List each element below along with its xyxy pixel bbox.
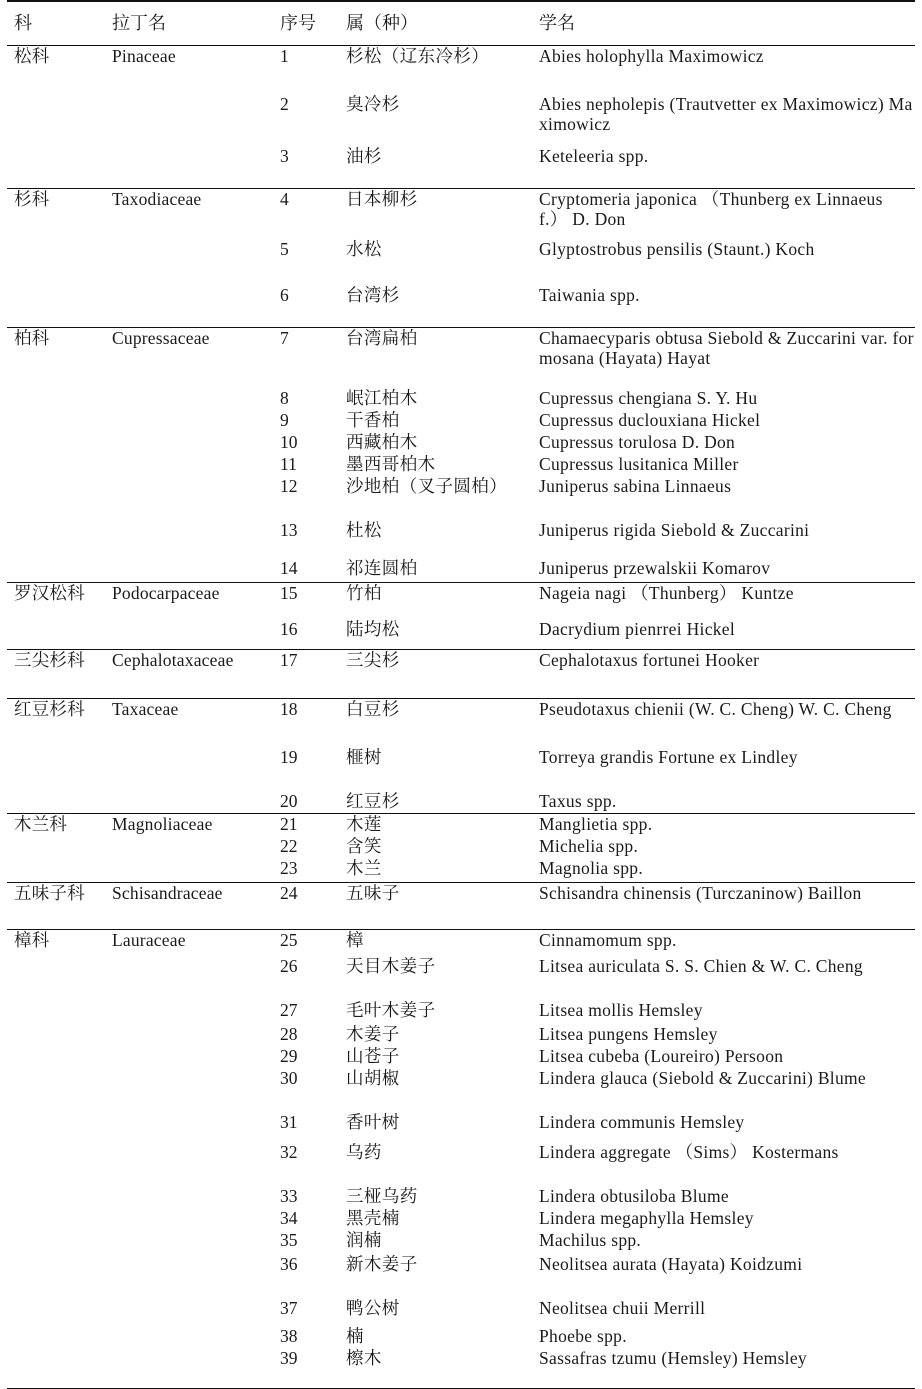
cell-scientific-name	[523, 558, 915, 583]
cell-family-latin	[106, 327, 274, 582]
cell-scientific-name-text: Phoebe spp.	[539, 1325, 627, 1346]
cell-number	[274, 1046, 343, 1068]
cell-number-text: 27	[280, 999, 298, 1020]
cell-genus-cn	[343, 1024, 523, 1046]
cell-number	[274, 146, 343, 189]
cell-genus-cn-text: 香叶树	[346, 1111, 400, 1132]
cell-genus-cn-text: 檫木	[346, 1347, 382, 1368]
cell-scientific-name-text: Schisandra chinensis (Turczaninow) Baillon	[539, 882, 862, 903]
cell-genus-cn	[343, 698, 523, 747]
cell-number-text: 17	[280, 649, 298, 670]
species-table	[7, 0, 915, 1388]
cell-scientific-name	[523, 188, 915, 239]
cell-scientific-name	[523, 1024, 915, 1046]
cell-number	[274, 1254, 343, 1298]
cell-scientific-name-text: Magnolia spp.	[539, 857, 644, 878]
cell-family-latin-text: Taxodiaceae	[112, 188, 202, 209]
cell-family-cn	[7, 582, 106, 649]
cell-genus-cn	[343, 1230, 523, 1254]
cell-genus-cn	[343, 1186, 523, 1208]
table-row	[7, 649, 915, 698]
cell-number	[274, 520, 343, 558]
cell-scientific-name-text: Litsea pungens Hemsley	[539, 1023, 718, 1044]
cell-genus-cn	[343, 285, 523, 328]
cell-family-latin-text: Taxaceae	[112, 698, 179, 719]
table-row	[7, 45, 915, 94]
cell-genus-cn	[343, 813, 523, 836]
cell-number-text: 31	[280, 1111, 298, 1132]
cell-genus-cn-text: 山胡椒	[346, 1067, 400, 1088]
cell-scientific-name	[523, 1142, 915, 1186]
table-row	[7, 813, 915, 836]
cell-scientific-name	[523, 1348, 915, 1388]
cell-scientific-name	[523, 1254, 915, 1298]
cell-scientific-name-text: Taiwania spp.	[539, 284, 640, 305]
cell-genus-cn-text: 乌药	[346, 1141, 382, 1162]
table-header	[7, 1, 915, 45]
cell-genus-cn	[343, 432, 523, 454]
cell-family-cn	[7, 813, 106, 882]
cell-family-cn-text: 杉科	[14, 188, 50, 209]
cell-number	[274, 698, 343, 747]
table-header-row	[7, 1, 915, 45]
cell-scientific-name-text: Dacrydium pienrrei Hickel	[539, 618, 736, 639]
cell-scientific-name-text: Glyptostrobus pensilis (Staunt.) Koch	[539, 238, 815, 259]
cell-genus-cn-text: 新木姜子	[346, 1253, 418, 1274]
cell-genus-cn-text: 墨西哥柏木	[346, 453, 436, 474]
cell-number-text: 34	[280, 1207, 298, 1228]
cell-number	[274, 410, 343, 432]
cell-scientific-name-text: Cupressus lusitanica Miller	[539, 453, 739, 474]
cell-genus-cn	[343, 1046, 523, 1068]
cell-scientific-name-text: Lindera glauca (Siebold & Zuccarini) Blume	[539, 1067, 867, 1088]
cell-scientific-name-text: Juniperus rigida Siebold & Zuccarini	[539, 519, 810, 540]
cell-genus-cn	[343, 558, 523, 583]
cell-genus-cn	[343, 882, 523, 929]
cell-scientific-name	[523, 432, 915, 454]
cell-scientific-name	[523, 94, 915, 146]
cell-genus-cn-text: 祁连圆柏	[346, 557, 418, 578]
cell-number	[274, 558, 343, 583]
cell-number-text: 14	[280, 557, 298, 578]
cell-scientific-name	[523, 327, 915, 388]
table-row	[7, 882, 915, 929]
cell-number-text: 32	[280, 1141, 298, 1162]
cell-number-text: 16	[280, 618, 298, 639]
cell-family-cn-text: 五味子科	[14, 882, 85, 903]
cell-scientific-name	[523, 698, 915, 747]
cell-genus-cn	[343, 476, 523, 520]
cell-scientific-name-text: Lindera aggregate （Sims） Kostermans	[539, 1141, 839, 1162]
cell-scientific-name	[523, 1046, 915, 1068]
cell-family-latin-text: Podocarpaceae	[112, 582, 220, 603]
cell-number-text: 39	[280, 1347, 298, 1368]
cell-number-text: 7	[280, 327, 289, 348]
cell-scientific-name	[523, 929, 915, 956]
cell-scientific-name-text: Cupressus torulosa D. Don	[539, 431, 736, 452]
cell-scientific-name	[523, 1000, 915, 1024]
cell-genus-cn-text: 竹柏	[346, 582, 382, 603]
cell-scientific-name	[523, 45, 915, 94]
cell-genus-cn-text: 台湾杉	[346, 284, 400, 305]
cell-scientific-name-text: Litsea auriculata S. S. Chien & W. C. Cheng	[539, 955, 863, 976]
column-header-latin-name: 拉丁名	[106, 1, 274, 45]
cell-genus-cn-text: 樟	[346, 929, 364, 950]
cell-genus-cn-text: 油杉	[346, 145, 382, 166]
cell-family-latin-text: Cephalotaxaceae	[112, 649, 234, 670]
cell-genus-cn	[343, 619, 523, 650]
cell-scientific-name-text: Litsea cubeba (Loureiro) Persoon	[539, 1045, 784, 1066]
cell-genus-cn-text: 山苍子	[346, 1045, 400, 1066]
cell-number	[274, 1024, 343, 1046]
cell-number	[274, 239, 343, 285]
cell-genus-cn-text: 臭冷杉	[346, 93, 400, 114]
cell-number-text: 15	[280, 582, 298, 603]
cell-family-cn-text: 红豆杉科	[14, 698, 85, 719]
cell-genus-cn-text: 水松	[346, 238, 382, 259]
cell-scientific-name-text: Pseudotaxus chienii (W. C. Cheng) W. C. Cheng	[539, 698, 892, 719]
cell-scientific-name-text: Michelia spp.	[539, 835, 639, 856]
cell-family-cn-text: 松科	[14, 45, 50, 66]
cell-scientific-name-text: Cupressus chengiana S. Y. Hu	[539, 387, 758, 408]
cell-genus-cn-text: 三尖杉	[346, 649, 400, 670]
cell-genus-cn	[343, 239, 523, 285]
cell-genus-cn-text: 黑壳楠	[346, 1207, 400, 1228]
cell-number-text: 22	[280, 835, 298, 856]
cell-genus-cn	[343, 649, 523, 698]
cell-genus-cn	[343, 582, 523, 619]
cell-scientific-name-text: Taxus spp.	[539, 790, 617, 811]
cell-scientific-name-text: Cupressus duclouxiana Hickel	[539, 409, 761, 430]
cell-scientific-name	[523, 956, 915, 1000]
cell-family-latin	[106, 582, 274, 649]
cell-genus-cn	[343, 836, 523, 858]
cell-number-text: 20	[280, 790, 298, 811]
cell-family-latin	[106, 882, 274, 929]
cell-number-text: 10	[280, 431, 298, 452]
cell-number-text: 35	[280, 1229, 298, 1250]
cell-scientific-name	[523, 619, 915, 650]
cell-genus-cn	[343, 520, 523, 558]
cell-scientific-name-text: Litsea mollis Hemsley	[539, 999, 703, 1020]
cell-family-cn-text: 三尖杉科	[14, 649, 85, 670]
cell-scientific-name-text: Torreya grandis Fortune ex Lindley	[539, 746, 798, 767]
cell-genus-cn	[343, 1348, 523, 1388]
cell-number-text: 28	[280, 1023, 298, 1044]
cell-genus-cn	[343, 929, 523, 956]
cell-number-text: 13	[280, 519, 298, 540]
cell-number-text: 33	[280, 1185, 298, 1206]
cell-number	[274, 1348, 343, 1388]
cell-family-latin	[106, 649, 274, 698]
cell-number	[274, 388, 343, 410]
table-body	[7, 45, 915, 1388]
cell-family-latin-text: Magnoliaceae	[112, 813, 213, 834]
cell-number-text: 8	[280, 387, 289, 408]
cell-genus-cn	[343, 1254, 523, 1298]
cell-number	[274, 1326, 343, 1348]
table-bottom-rule	[7, 1388, 915, 1389]
cell-scientific-name	[523, 239, 915, 285]
cell-number	[274, 1298, 343, 1326]
cell-scientific-name	[523, 1068, 915, 1112]
cell-number-text: 26	[280, 955, 298, 976]
table-row	[7, 188, 915, 239]
cell-genus-cn-text: 五味子	[346, 882, 400, 903]
cell-family-latin-text: Pinaceae	[112, 45, 176, 66]
cell-scientific-name	[523, 791, 915, 814]
cell-number	[274, 432, 343, 454]
cell-family-cn	[7, 698, 106, 813]
cell-number	[274, 1186, 343, 1208]
cell-number-text: 37	[280, 1297, 298, 1318]
cell-scientific-name-text: Abies holophylla Maximowicz	[539, 45, 764, 66]
cell-scientific-name-text: Keteleeria spp.	[539, 145, 649, 166]
cell-genus-cn-text: 含笑	[346, 835, 382, 856]
cell-genus-cn-text: 台湾扁柏	[346, 327, 418, 348]
cell-number	[274, 836, 343, 858]
cell-scientific-name	[523, 388, 915, 410]
cell-scientific-name-text: Cephalotaxus fortunei Hooker	[539, 649, 760, 670]
cell-number-text: 5	[280, 238, 289, 259]
cell-number-text: 6	[280, 284, 289, 305]
cell-family-cn-text: 罗汉松科	[14, 582, 85, 603]
cell-family-latin-text: Schisandraceae	[112, 882, 223, 903]
cell-scientific-name-text: Cinnamomum spp.	[539, 929, 677, 950]
cell-scientific-name	[523, 1186, 915, 1208]
cell-genus-cn-text: 楠	[346, 1325, 364, 1346]
cell-genus-cn	[343, 327, 523, 388]
cell-scientific-name-text: Lindera obtusiloba Blume	[539, 1185, 729, 1206]
cell-scientific-name-text: Lindera megaphylla Hemsley	[539, 1207, 754, 1228]
cell-number	[274, 649, 343, 698]
cell-number-text: 1	[280, 45, 289, 66]
cell-genus-cn-text: 日本柳杉	[346, 188, 418, 209]
cell-number	[274, 94, 343, 146]
cell-scientific-name-text: Machilus spp.	[539, 1229, 642, 1250]
cell-genus-cn	[343, 146, 523, 189]
cell-scientific-name	[523, 747, 915, 791]
cell-family-cn	[7, 929, 106, 1388]
cell-scientific-name-text: Sassafras tzumu (Hemsley) Hemsley	[539, 1347, 807, 1368]
cell-genus-cn-text: 三桠乌药	[346, 1185, 418, 1206]
cell-number	[274, 882, 343, 929]
cell-number	[274, 747, 343, 791]
cell-genus-cn-text: 白豆杉	[346, 698, 400, 719]
cell-family-cn	[7, 188, 106, 327]
cell-scientific-name	[523, 649, 915, 698]
cell-genus-cn	[343, 410, 523, 432]
cell-family-latin-text: Cupressaceae	[112, 327, 210, 348]
cell-genus-cn-text: 木兰	[346, 857, 382, 878]
cell-genus-cn-text: 沙地柏（叉子圆柏）	[346, 475, 508, 496]
cell-number	[274, 1142, 343, 1186]
column-header-number: 序号	[274, 1, 343, 45]
cell-family-latin	[106, 698, 274, 813]
cell-number	[274, 327, 343, 388]
cell-number	[274, 791, 343, 814]
cell-genus-cn	[343, 956, 523, 1000]
cell-scientific-name	[523, 1326, 915, 1348]
cell-number	[274, 619, 343, 650]
cell-scientific-name	[523, 858, 915, 883]
cell-scientific-name-text: Lindera communis Hemsley	[539, 1111, 745, 1132]
cell-scientific-name	[523, 454, 915, 476]
cell-scientific-name-text: Abies nepholepis (Trautvetter ex Maximowicz) Maximowicz	[539, 93, 913, 134]
cell-number	[274, 1112, 343, 1142]
cell-genus-cn	[343, 454, 523, 476]
cell-family-latin	[106, 813, 274, 882]
cell-scientific-name	[523, 476, 915, 520]
cell-number-text: 29	[280, 1045, 298, 1066]
cell-genus-cn	[343, 1000, 523, 1024]
cell-genus-cn-text: 杉松（辽东冷杉）	[346, 45, 490, 66]
cell-number-text: 38	[280, 1325, 298, 1346]
cell-number	[274, 582, 343, 619]
table-row	[7, 327, 915, 388]
cell-number	[274, 285, 343, 328]
cell-number	[274, 956, 343, 1000]
cell-scientific-name	[523, 520, 915, 558]
cell-family-latin-text: Lauraceae	[112, 929, 186, 950]
cell-number	[274, 454, 343, 476]
cell-number-text: 18	[280, 698, 298, 719]
column-header-scientific-name: 学名	[523, 1, 915, 45]
cell-number-text: 24	[280, 882, 298, 903]
cell-genus-cn-text: 杜松	[346, 519, 382, 540]
cell-family-latin	[106, 929, 274, 1388]
table-row	[7, 582, 915, 619]
cell-genus-cn-text: 鸭公树	[346, 1297, 400, 1318]
cell-scientific-name-text: Juniperus sabina Linnaeus	[539, 475, 732, 496]
cell-genus-cn-text: 红豆杉	[346, 790, 400, 811]
cell-scientific-name	[523, 285, 915, 328]
cell-scientific-name	[523, 582, 915, 619]
cell-number	[274, 1068, 343, 1112]
cell-family-cn	[7, 45, 106, 188]
cell-genus-cn	[343, 747, 523, 791]
cell-scientific-name	[523, 410, 915, 432]
cell-number	[274, 813, 343, 836]
cell-number-text: 3	[280, 145, 289, 166]
cell-number-text: 19	[280, 746, 298, 767]
cell-genus-cn	[343, 1142, 523, 1186]
cell-number	[274, 1230, 343, 1254]
cell-family-cn	[7, 882, 106, 929]
cell-number-text: 36	[280, 1253, 298, 1274]
cell-number-text: 2	[280, 93, 289, 114]
cell-scientific-name	[523, 146, 915, 189]
cell-family-cn	[7, 649, 106, 698]
cell-family-cn-text: 柏科	[14, 327, 50, 348]
cell-genus-cn	[343, 388, 523, 410]
cell-genus-cn-text: 干香柏	[346, 409, 400, 430]
cell-genus-cn-text: 陆均松	[346, 618, 400, 639]
cell-scientific-name	[523, 1298, 915, 1326]
cell-genus-cn-text: 榧树	[346, 746, 382, 767]
column-header-genus: 属（种）	[343, 1, 523, 45]
cell-family-cn-text: 木兰科	[14, 813, 68, 834]
cell-number-text: 9	[280, 409, 289, 430]
cell-genus-cn	[343, 45, 523, 94]
cell-genus-cn-text: 天目木姜子	[346, 955, 436, 976]
cell-genus-cn-text: 木姜子	[346, 1023, 400, 1044]
table-row	[7, 929, 915, 956]
cell-scientific-name	[523, 813, 915, 836]
cell-genus-cn	[343, 858, 523, 883]
cell-family-cn-text: 樟科	[14, 929, 50, 950]
cell-genus-cn-text: 毛叶木姜子	[346, 999, 436, 1020]
cell-genus-cn	[343, 1068, 523, 1112]
cell-family-latin	[106, 45, 274, 188]
cell-genus-cn	[343, 1298, 523, 1326]
cell-scientific-name-text: Manglietia spp.	[539, 813, 653, 834]
cell-number	[274, 1000, 343, 1024]
column-header-family: 科	[7, 1, 106, 45]
table-row	[7, 698, 915, 747]
cell-genus-cn	[343, 188, 523, 239]
cell-number-text: 21	[280, 813, 298, 834]
cell-genus-cn	[343, 1112, 523, 1142]
cell-genus-cn	[343, 791, 523, 814]
cell-number-text: 4	[280, 188, 289, 209]
cell-scientific-name-text: Juniperus przewalskii Komarov	[539, 557, 771, 578]
cell-number-text: 23	[280, 857, 298, 878]
cell-family-latin	[106, 188, 274, 327]
cell-scientific-name	[523, 836, 915, 858]
cell-number-text: 30	[280, 1067, 298, 1088]
cell-genus-cn-text: 岷江柏木	[346, 387, 418, 408]
cell-number	[274, 188, 343, 239]
cell-number	[274, 45, 343, 94]
cell-scientific-name	[523, 1112, 915, 1142]
cell-number	[274, 929, 343, 956]
cell-scientific-name	[523, 1230, 915, 1254]
cell-genus-cn-text: 木莲	[346, 813, 382, 834]
cell-number-text: 11	[280, 453, 297, 474]
cell-scientific-name-text: Nageia nagi （Thunberg） Kuntze	[539, 582, 794, 603]
cell-genus-cn	[343, 94, 523, 146]
cell-scientific-name-text: Chamaecyparis obtusa Siebold & Zuccarini var. formosana (Hayata) Hayat	[539, 327, 914, 368]
cell-scientific-name	[523, 882, 915, 929]
cell-scientific-name-text: Neolitsea chuii Merrill	[539, 1297, 706, 1318]
cell-number	[274, 858, 343, 883]
cell-family-cn	[7, 327, 106, 582]
cell-number-text: 25	[280, 929, 298, 950]
cell-genus-cn-text: 西藏柏木	[346, 431, 418, 452]
cell-scientific-name-text: Cryptomeria japonica （Thunberg ex Linnaeus f.） D. Don	[539, 188, 883, 229]
cell-number	[274, 476, 343, 520]
cell-number-text: 12	[280, 475, 298, 496]
cell-genus-cn	[343, 1326, 523, 1348]
cell-scientific-name-text: Neolitsea aurata (Hayata) Koidzumi	[539, 1253, 803, 1274]
cell-genus-cn-text: 润楠	[346, 1229, 382, 1250]
